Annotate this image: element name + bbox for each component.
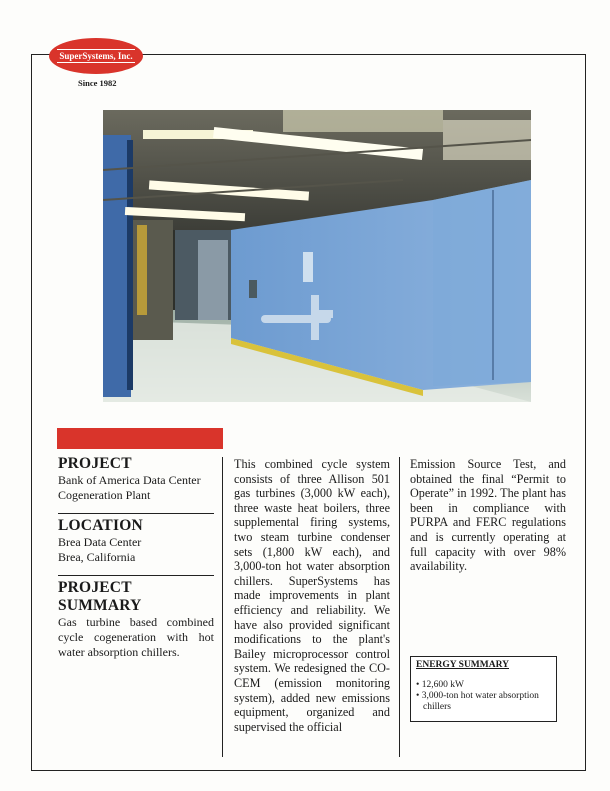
frame-border <box>31 770 586 771</box>
section-divider <box>58 575 214 576</box>
logo-text: SuperSystems, Inc. <box>59 51 133 61</box>
summary-text: Gas turbine based combined cycle cogeneration with hot water absorption chillers. <box>58 615 214 659</box>
energy-summary-box <box>410 656 557 722</box>
column-divider <box>399 457 400 757</box>
project-name-line: Bank of America Data Center <box>58 473 201 487</box>
energy-summary-item: • 3,000-ton hot water absorption chillers <box>416 691 539 712</box>
energy-summary-item: • 12,600 kW <box>416 680 464 690</box>
energy-summary-title: ENERGY SUMMARY <box>416 660 509 670</box>
project-section <box>58 455 214 503</box>
company-logo <box>49 38 143 74</box>
location-line: Brea, California <box>58 550 136 564</box>
body-paragraph: This combined cycle system consists of three Allison 501 gas turbines (3,000 kW each), three waste heat boilers, three supplemental firing systems, two steam turbine condenser sets (1,800 kW each), and 3,000-ton hot water absorption chillers. SuperSystems has made improvements in plant efficiency and reliability. We have also provided significant modifications to the plant's Bailey microprocessor control system. We redesigned the CO-CEM (emission monitoring system), added new emissions equipment, organized and supervised the official <box>234 457 390 734</box>
location-heading: LOCATION <box>58 517 143 534</box>
summary-heading: PROJECT SUMMARY <box>58 579 142 614</box>
column-divider <box>222 457 223 757</box>
frame-border <box>31 54 32 770</box>
summary-section <box>58 579 214 660</box>
location-section <box>58 517 214 565</box>
body-column-3 <box>410 457 566 574</box>
body-paragraph: Emission Source Test, and obtained the final “Permit to Operate” in 1992. The plant has been in compliance with PURPA and FERC regulations and is currently operating at full capacity with over 98% availability. <box>410 457 566 574</box>
section-divider <box>58 513 214 514</box>
body-column-2 <box>234 457 390 734</box>
frame-border <box>585 54 586 770</box>
project-name-line: Cogeneration Plant <box>58 488 151 502</box>
project-heading: PROJECT <box>58 455 132 472</box>
energy-summary-list <box>416 680 551 713</box>
frame-border <box>100 54 586 55</box>
since-year: Since 1982 <box>78 78 117 88</box>
plant-photo <box>103 110 531 402</box>
location-line: Brea Data Center <box>58 535 142 549</box>
accent-bar <box>57 428 223 449</box>
